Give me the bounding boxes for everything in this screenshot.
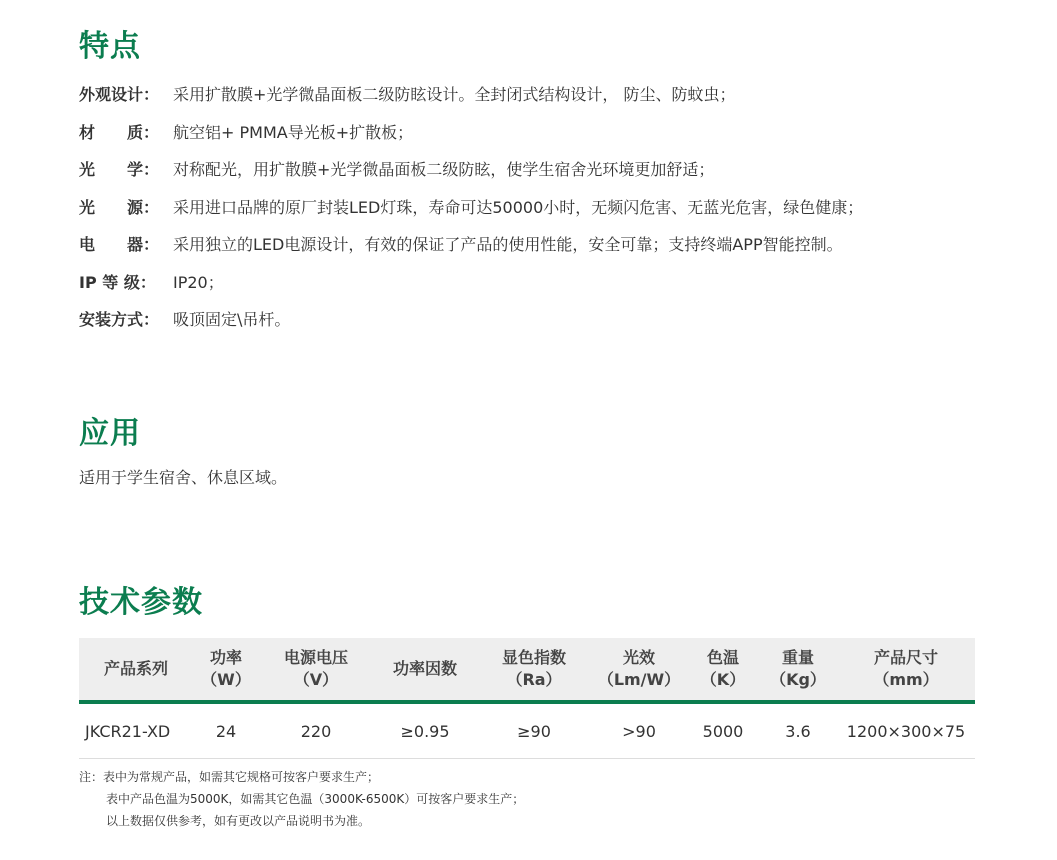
cell-power: 24	[193, 702, 259, 759]
header-series: 产品系列	[79, 638, 193, 702]
feature-item	[79, 196, 1029, 234]
feature-label: 光 源：	[79, 197, 160, 217]
feature-text: 对称配光，用扩散膜+光学微晶面板二级防眩，使学生宿舍光环境更加舒适；	[173, 160, 715, 179]
feature-item	[79, 158, 1029, 196]
specs-heading: 技术参数	[79, 585, 203, 620]
cell-weight: 3.6	[759, 702, 837, 759]
cell-efficacy: >90	[591, 702, 687, 759]
feature-item	[79, 121, 1029, 159]
feature-item	[79, 308, 1029, 346]
note-line: 表中产品色温为5000K，如需其它色温（3000K-6500K）可按客户要求生产；	[106, 792, 525, 806]
feature-item	[79, 83, 1029, 121]
header-cri: 显色指数 （Ra）	[477, 638, 591, 702]
note-line: 注：表中为常规产品，如需其它规格可按客户要求生产；	[79, 770, 380, 784]
feature-label: IP 等 级：	[79, 272, 156, 292]
note-line: 以上数据仅供参考，如有更改以产品说明书为准。	[106, 814, 371, 828]
features-list	[79, 83, 1029, 346]
feature-label: 电 器：	[79, 235, 160, 254]
feature-text: 采用独立的LED电源设计，有效的保证了产品的使用性能，安全可靠；支持终端APP智能控制。	[173, 235, 843, 254]
feature-item	[79, 271, 1029, 309]
header-voltage: 电源电压 （V）	[259, 638, 373, 702]
feature-label: 外观设计：	[79, 85, 160, 104]
feature-text: 采用扩散膜+光学微晶面板二级防眩设计。全封闭式结构设计， 防尘、防蚊虫；	[173, 85, 736, 104]
cell-series: JKCR21-XD	[79, 702, 193, 759]
feature-label: 材 质：	[79, 122, 160, 142]
header-power: 功率 （W）	[193, 638, 259, 702]
feature-text: IP20；	[173, 272, 224, 292]
feature-text: 航空铝+ PMMA导光板+扩散板；	[173, 122, 414, 142]
cell-cri: ≥90	[477, 702, 591, 759]
notes	[79, 766, 524, 832]
spec-table	[79, 638, 975, 759]
feature-label: 安装方式：	[79, 310, 160, 329]
cell-power-factor: ≥0.95	[373, 702, 477, 759]
feature-label: 光 学：	[79, 160, 160, 179]
table-row	[79, 702, 975, 759]
header-weight: 重量 （Kg）	[759, 638, 837, 702]
application-text: 适用于学生宿舍、休息区域。	[79, 468, 288, 487]
feature-text: 吸顶固定\吊杆。	[173, 310, 291, 329]
header-power-factor: 功率因数	[373, 638, 477, 702]
feature-item	[79, 233, 1029, 271]
spec-header-row	[79, 638, 975, 702]
header-size: 产品尺寸 （mm）	[837, 638, 975, 702]
feature-text: 采用进口品牌的原厂封装LED灯珠，寿命可达50000小时，无频闪危害、无蓝光危害，绿色健康；	[173, 197, 864, 217]
header-efficacy: 光效 （Lm/W）	[591, 638, 687, 702]
features-heading: 特点	[79, 29, 141, 64]
cell-size: 1200×300×75	[837, 702, 975, 759]
application-heading: 应用	[79, 416, 141, 451]
header-cct: 色温 （K）	[687, 638, 759, 702]
cell-voltage: 220	[259, 702, 373, 759]
cell-cct: 5000	[687, 702, 759, 759]
